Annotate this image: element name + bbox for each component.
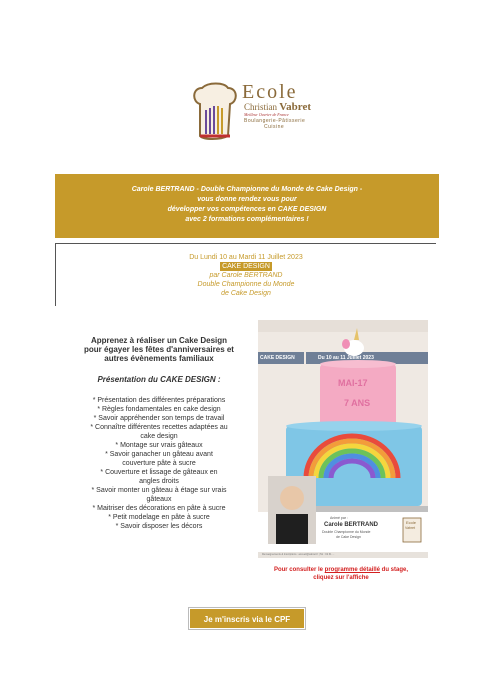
poster-logo: Ecole — [406, 520, 417, 525]
course-description — [66, 336, 252, 531]
poster-anime: Animé par : — [330, 516, 348, 520]
intro-banner — [55, 174, 439, 238]
poster-dates: Du 10 au 11 Juillet 2023 — [318, 355, 374, 361]
instructor-title-2: de Cake Design — [221, 290, 271, 297]
list-item: * Présentation des différentes préparations — [92, 397, 226, 404]
cake-text-1: MAI-17 — [338, 378, 368, 388]
list-item: * Maitriser des décorations en pâte à sucre — [92, 505, 226, 512]
poster-name: Carole BERTRAND — [324, 522, 379, 528]
poster-caption — [252, 566, 430, 582]
poster-sub1: Double Championne du Monde — [322, 530, 371, 534]
banner-line: vous donne rendez vous pour — [197, 196, 297, 203]
caption-line2: cliquez sur l'affiche — [313, 575, 369, 581]
chef-hat-logo-icon — [190, 80, 242, 150]
list-item: * Savoir ganacher un gâteau avant — [105, 451, 213, 458]
cpf-register-button[interactable]: Je m'inscris via le CPF — [190, 609, 304, 628]
school-logo — [190, 80, 320, 150]
intro-line: Apprenez à réaliser un Cake Design — [90, 336, 228, 345]
list-item: * Savoir disposer les décors — [115, 523, 203, 530]
caption-text: Pour consulter le — [273, 567, 325, 573]
logo-lastname: Vabret — [279, 101, 312, 113]
list-item: * Couverture et lissage de gâteaux en — [100, 469, 218, 476]
course-poster-link[interactable] — [258, 320, 428, 558]
banner-line: Carole BERTRAND - Double Championne du Monde de Cake Design - — [131, 186, 363, 193]
banner-line: avec 2 formations complémentaires ! — [185, 216, 309, 223]
logo-subtitle — [244, 102, 322, 112]
list-item: * Petit modelage en pâte à sucre — [108, 514, 210, 521]
list-item: * Règles fondamentales en cake design — [97, 406, 221, 413]
logo-title: Ecole — [242, 81, 298, 103]
list-item: * Connaître différentes recettes adaptées au — [90, 424, 228, 431]
intro-heading — [66, 336, 252, 363]
caption-text: du stage, — [380, 567, 409, 573]
list-item: angles droits — [139, 478, 179, 485]
poster-footer: Renseignements & Inscriptions : accueil@vabret.fr | Tel : 02 31 ... — [262, 553, 335, 556]
list-item: couverture pâte à sucre — [122, 460, 196, 467]
banner-line: développer vos compétences en CAKE DESIGN — [167, 206, 327, 213]
intro-line: autres évènements familiaux — [104, 354, 214, 363]
program-link[interactable]: programme détaillé — [324, 567, 381, 573]
session-dates: Du Lundi 10 au Mardi 11 Juillet 2023 — [189, 254, 303, 261]
list-item: * Savoir monter un gâteau à étage sur vrais — [91, 487, 227, 494]
logo-firstname: Christian — [244, 102, 277, 112]
poster-label: CAKE DESIGN — [260, 355, 295, 361]
poster-logo-2: Vabret — [405, 526, 416, 530]
instructor-title: Double Championne du Monde — [197, 281, 295, 288]
intro-line: pour égayer les fêtes d'anniversaires et — [84, 345, 234, 354]
logo-trade: Boulangerie-Pâtisserie — [244, 118, 306, 124]
logo-mof: Meilleur Ouvrier de France — [244, 112, 289, 117]
logo-cuisine: Cuisine — [264, 124, 285, 130]
presentation-title: Présentation du CAKE DESIGN : — [97, 375, 221, 384]
poster-sub2: de Cake Design — [336, 535, 361, 539]
list-item: * Savoir appréhender son temps de travail — [93, 415, 225, 422]
course-tag: CAKE DESIGN — [222, 263, 270, 270]
instructor: par Carole BERTRAND — [209, 272, 283, 279]
presentation-list — [66, 396, 252, 531]
list-item: cake design — [140, 433, 178, 440]
list-item: * Montage sur vrais gâteaux — [115, 442, 203, 449]
cake-text-2: 7 ANS — [344, 398, 371, 408]
list-item: gâteaux — [146, 496, 172, 503]
session-box — [55, 243, 436, 306]
